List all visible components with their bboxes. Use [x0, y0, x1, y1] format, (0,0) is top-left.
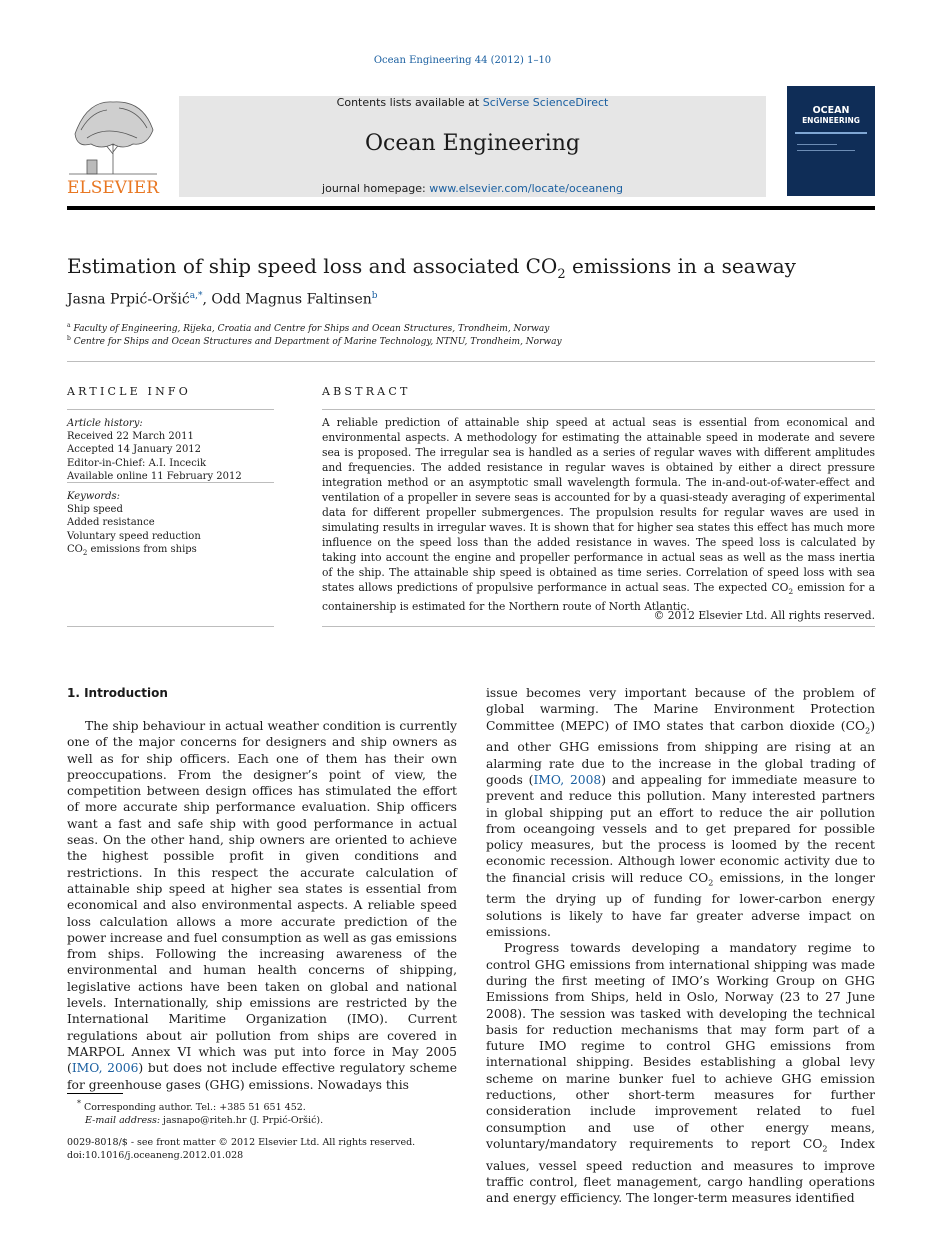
author-affil-marker[interactable]: a,*	[189, 291, 203, 301]
received-date: Received 22 March 2011	[67, 431, 194, 443]
history-label: Article history:	[67, 418, 143, 429]
elsevier-logo	[67, 94, 159, 198]
abstract-bottom-rule	[322, 626, 875, 627]
body-right-column	[486, 685, 875, 1207]
email-label: E-mail address:	[85, 1115, 161, 1127]
title-text-end: emissions in a seaway	[565, 254, 796, 278]
keyword	[67, 543, 274, 560]
article-info-divider	[67, 409, 274, 410]
keyword-text-end: emissions from ships	[87, 543, 197, 555]
affiliation-b	[67, 335, 562, 347]
section-heading-introduction: 1. Introduction	[67, 686, 168, 700]
paragraph-text-end: Index values, vessel speed reduction and measures to improve traffic control, fleet management, cargo handling operations and energy efficiency. The longer-term measures identified	[486, 1136, 875, 1206]
author-separator: ,	[202, 291, 212, 308]
journal-reference[interactable]: Ocean Engineering 44 (2012) 1–10	[373, 55, 552, 66]
sciencedirect-link[interactable]: SciVerse ScienceDirect	[482, 96, 609, 109]
citation-link[interactable]: IMO, 2006	[71, 1061, 139, 1076]
author-affil-marker[interactable]: b	[371, 291, 378, 301]
paragraph	[486, 685, 875, 940]
title-text: Estimation of ship speed loss and associated CO	[67, 254, 558, 278]
keywords-divider	[67, 482, 274, 483]
keyword-text: CO	[67, 543, 83, 555]
footnote-text: Corresponding author. Tel.: +385 51 651 452.	[80, 1102, 306, 1114]
article-info-bottom-rule	[67, 626, 274, 627]
affiliation-text: Faculty of Engineering, Rijeka, Croatia and Centre for Ships and Ocean Structures, Trondheim, Norway	[73, 324, 550, 334]
email-address[interactable]: jasnapo@riteh.hr (J. Prpić-Oršić).	[160, 1115, 324, 1127]
front-matter	[67, 1136, 467, 1162]
article-history	[67, 417, 274, 483]
paragraph-text-end: emissions, in the longer term the drying up of funding for lower-carbon energy solutions is likely to have far greater adverse impact on emissions.	[486, 870, 875, 940]
footnote-marker: *	[77, 1099, 81, 1108]
paragraph-text-end: ) but does not include effective regulatory scheme for greenhouse gases (GHG) emissions. Nowadays this	[67, 1061, 457, 1092]
corresponding-author-note	[67, 1097, 457, 1114]
body-left-column	[67, 718, 457, 1093]
subscript: 2	[865, 726, 871, 736]
citation-link[interactable]: IMO, 2008	[533, 772, 602, 787]
homepage-prefix: journal homepage:	[322, 182, 430, 195]
paragraph	[67, 718, 457, 1093]
paragraph-text: Progress towards developing a mandatory regime to control GHG emissions from international shipping was made during the first meeting of IMO’s Working Group on GHG Emissions from Ships, held in Oslo, Norway (23 to 27 June 2008). The session was tasked with developing the technical basis for reduction mechanisms that may form part of a future IMO regime to control GHG emissions from international shipping. Besides establishing a global levy scheme on marine bunker fuel to achieve GHG emission reductions, other short-term measures for further consideration include improvement related to fuel consumption and use of other energy means, voluntary/mandatory requirements to report CO	[486, 941, 875, 1151]
article-info-heading: ARTICLE INFO	[67, 385, 191, 398]
keyword: Added resistance	[67, 517, 155, 529]
accepted-date: Accepted 14 January 2012	[67, 444, 202, 456]
paper-title	[67, 254, 796, 282]
paragraph-text: ) and appealing for immediate measure to prevent and reduce this pollution. Many interested partners in global shipping put an effort to reduce the air pollution from oceangoing vessels and to get prepared for possible policy measures, but the process is loomed by the recent economic recession. Although lower economic activity due to the financial crisis will reduce CO	[486, 772, 875, 885]
affiliation-text: Centre for Ships and Ocean Structures and Department of Marine Technology, NTNU, Trondheim, Norway	[73, 337, 562, 347]
abstract-divider	[322, 409, 875, 410]
cover-stripe	[795, 132, 867, 134]
contents-prefix: Contents lists available at	[336, 96, 483, 109]
cover-line	[797, 150, 855, 151]
footnotes	[67, 1097, 457, 1127]
cover-title	[787, 106, 875, 126]
keywords	[67, 490, 274, 560]
affiliation-a	[67, 322, 549, 334]
section-divider	[67, 361, 875, 362]
elsevier-wordmark: ELSEVIER	[67, 178, 159, 198]
abstract-text-end: emission for a containership is estimated for the Northern route of North Atlantic.	[322, 581, 875, 614]
author-list	[67, 291, 378, 308]
paragraph-text: issue becomes very important because of the problem of global warming. The Marine Environment Protection Committee (MEPC) of IMO states that carbon dioxide (CO	[486, 686, 875, 733]
abstract-heading: ABSTRACT	[322, 385, 411, 398]
email-note	[67, 1114, 457, 1127]
affiliation-marker: a	[67, 322, 71, 329]
paragraph	[486, 940, 875, 1206]
affiliation-marker: b	[67, 335, 71, 342]
online-date: Available online 11 February 2012	[67, 470, 242, 482]
homepage-line	[179, 182, 766, 195]
keyword: Ship speed	[67, 504, 123, 516]
subscript: 2	[822, 1144, 828, 1154]
cover-title-line1: OCEAN	[812, 105, 850, 116]
journal-title: Ocean Engineering	[364, 131, 580, 156]
header-divider	[67, 206, 875, 210]
abstract-body	[322, 415, 875, 614]
cover-title-line2: ENGINEERING	[802, 116, 860, 125]
abstract-subscript: 2	[788, 587, 794, 597]
paragraph-text: The ship behaviour in actual weather condition is currently one of the major concerns for designers and ship owners as well as for ship officers. Each one of them has their own preoccupations. From the designer’s point of view, the competition between design offices has stimulated the effort of more accurate ship performance evaluation. Ship officers want a fast and safe ship with good performance in actual seas. On the other hand, ship owners are oriented to achieve the highest possible profit in given conditions and restrictions. In this respect the accurate calculation of attainable ship speed at higher sea states is essential from economical and also environmental aspects. A reliable speed loss calculation allows a more accurate prediction of the power increase and fuel consumption as well as gas emissions from ships. Following the increasing awareness of the environmental and human health concerns of shipping, legislative actions have been taken on global and national levels. Internationally, ship emissions are restricted by the International Maritime Organization (IMO). Current regulations about air pollution from ships are covered in MARPOL Annex VI which was put into force in May 2005 (	[67, 719, 457, 1076]
author-name[interactable]: Jasna Prpić-Oršić	[67, 291, 190, 308]
paragraph-text: ) and other GHG emissions from shipping are rising at an alarming rate due to the increase in the global trading of goods (	[486, 718, 875, 787]
title-subscript: 2	[557, 267, 566, 282]
editor-line: Editor-in-Chief: A.I. Incecik	[67, 457, 207, 469]
author-name[interactable]: Odd Magnus Faltinsen	[211, 291, 372, 308]
cover-line	[797, 144, 837, 145]
doi-link[interactable]: doi:10.1016/j.oceaneng.2012.01.028	[67, 1150, 244, 1161]
keyword: Voluntary speed reduction	[67, 530, 201, 542]
abstract-copyright: © 2012 Elsevier Ltd. All rights reserved.	[653, 609, 875, 622]
abstract-text: A reliable prediction of attainable ship speed at actual seas is essential from economical and environmental aspects. A methodology for estimating the attainable speed in moderate and severe sea is proposed. The irregular sea is handled as a series of regular waves with different amplitudes and frequencies. The added resistance in regular waves is obtained by either a direct pressure integration method or an asymptotic small wavelength formula. The in-and-out-of-water-effect and ventilation of a propeller in severe seas is accounted for by a quasi-steady averaging of experimental data for different propeller submergences. The propulsion results for regular waves are used in simulating results in irregular waves. It is shown that for higher sea states this effect has much more influence on the speed loss than the added resistance in waves. The speed loss is calculated by taking into account the engine and propeller performance in actual seas as well as the mass inertia of the ship. The attainable ship speed is obtained as time series. Correlation of speed loss with sea states allows predictions of propulsive performance in actual seas. The expected CO	[322, 416, 875, 594]
keyword-subscript: 2	[82, 548, 88, 557]
homepage-link[interactable]: www.elsevier.com/locate/oceaneng	[429, 182, 623, 195]
keywords-label: Keywords:	[67, 491, 121, 502]
footnote-rule	[67, 1093, 123, 1094]
journal-banner	[179, 96, 766, 197]
contents-line	[179, 96, 766, 109]
subscript: 2	[708, 878, 714, 888]
issn-line: 0029-8018/$ - see front matter © 2012 Elsevier Ltd. All rights reserved.	[67, 1137, 416, 1148]
journal-cover-image	[787, 86, 875, 196]
